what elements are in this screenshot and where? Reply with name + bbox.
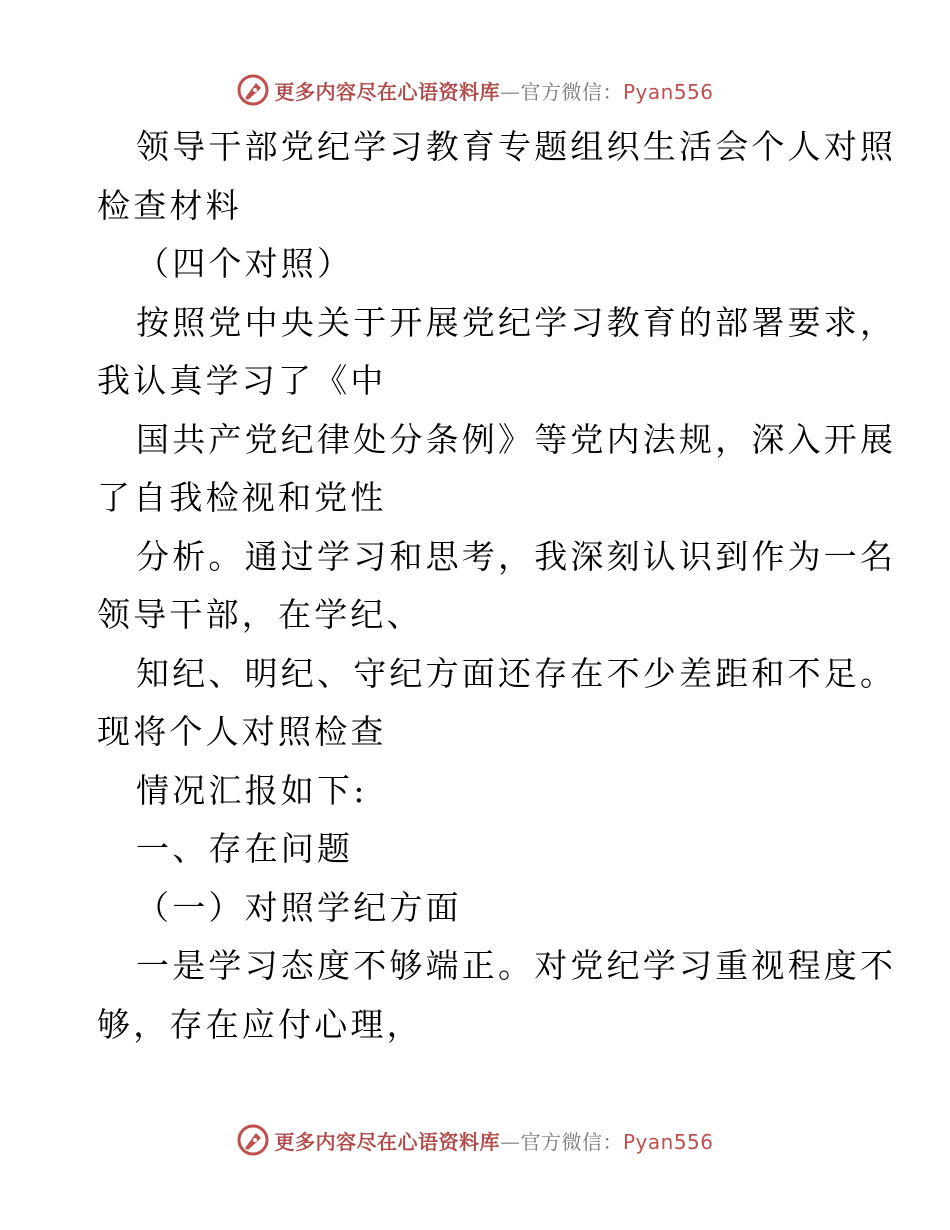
- doc-paragraph-line: 领导干部，在学纪、: [97, 595, 423, 634]
- banner-account: Pyan556: [622, 1129, 714, 1154]
- banner-dash: —: [499, 1129, 521, 1154]
- doc-paragraph-line: 知纪、明纪、守纪方面还存在不少差距和不足。: [136, 653, 897, 693]
- pen-nib-circle-icon: [236, 1123, 270, 1157]
- doc-paragraph-line: 按照党中央关于开展党纪学习教育的部署要求，: [136, 302, 897, 342]
- doc-paragraph-line: 国共产党纪律处分条例》等党内法规，深入开展: [136, 419, 897, 459]
- header-banner: [0, 70, 950, 110]
- doc-paragraph-line: 了自我检视和党性: [97, 478, 387, 517]
- doc-paragraph-line: 情况汇报如下:: [136, 770, 368, 810]
- doc-paragraph-line: 够，存在应付心理，: [97, 1004, 423, 1044]
- banner-main-text: 更多内容尽在心语资料库: [274, 79, 500, 104]
- document-body: [0, 118, 950, 1054]
- doc-paragraph-line: 现将个人对照检查: [97, 712, 387, 751]
- banner-account: Pyan556: [622, 79, 714, 104]
- doc-title-line-2: 检查材料: [97, 185, 242, 225]
- banner-text: [274, 76, 713, 105]
- doc-section-heading: 一、存在问题: [136, 829, 354, 868]
- banner-main-text: 更多内容尽在心语资料库: [274, 1129, 500, 1154]
- doc-paragraph-line: 我认真学习了《中: [97, 361, 387, 400]
- pen-nib-circle-icon: [236, 73, 270, 107]
- banner-dash: —: [499, 79, 521, 104]
- doc-title-line-1: 领导干部党纪学习教育专题组织生活会个人对照: [136, 127, 897, 166]
- doc-paragraph-line: 分析。通过学习和思考，我深刻认识到作为一名: [136, 536, 897, 576]
- banner-sub-text: 官方微信：: [520, 1129, 623, 1154]
- banner-sub-text: 官方微信：: [520, 79, 623, 104]
- doc-paragraph-line: 一是学习态度不够端正。对党纪学习重视程度不: [136, 946, 897, 985]
- banner-text: [274, 1126, 713, 1155]
- doc-subtitle: （四个对照）: [136, 244, 354, 283]
- doc-subsection-heading: （一）对照学纪方面: [136, 887, 462, 927]
- footer-banner: [0, 1120, 950, 1160]
